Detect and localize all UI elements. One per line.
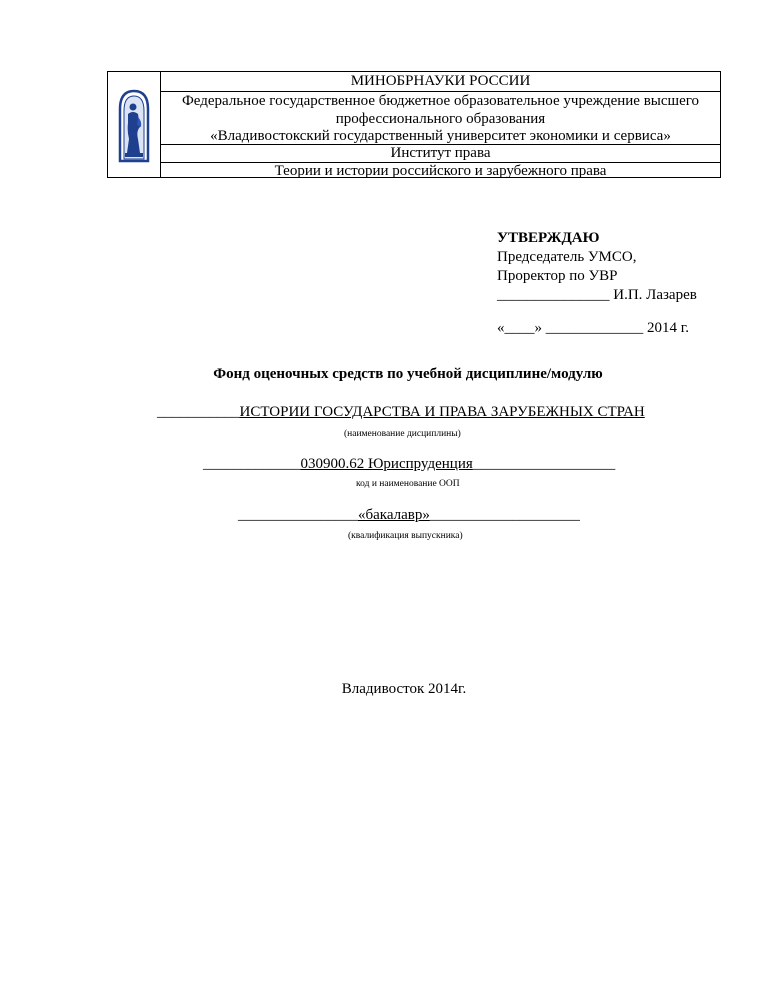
discipline-name: ИСТОРИИ ГОСУДАРСТВА И ПРАВА ЗАРУБЕЖНЫХ СТРАН (239, 404, 645, 420)
department-row (161, 163, 720, 179)
program-line (203, 456, 615, 473)
institution-line-2: профессионального образования (335, 110, 546, 127)
qualification-line (238, 507, 580, 524)
approval-position-2: Проректор по УВР (497, 268, 618, 284)
program-name: 030900.62 Юриспруденция (300, 456, 473, 472)
university-emblem-icon (116, 87, 152, 163)
approval-position-1: Председатель УМСО, (497, 249, 637, 265)
institution-line-1: Федеральное государственное бюджетное образовательное учреждение высшего (181, 93, 700, 109)
department-name: Теории и истории российского и зарубежного права (274, 163, 607, 179)
qualification-suffix: ____________________ (429, 507, 580, 523)
program-caption: код и наименование ООП (356, 479, 460, 489)
qualification-prefix: ________________ (238, 507, 358, 523)
ministry-name: МИНОБРНАУКИ РОССИИ (350, 73, 531, 89)
city-year: Владивосток 2014г. (341, 681, 467, 697)
approval-title: УТВЕРЖДАЮ (497, 230, 600, 246)
program-suffix: ___________________ (472, 456, 616, 472)
institution-line-3: «Владивостокский государственный университет экономики и сервиса» (210, 128, 671, 144)
program-prefix: _____________ (203, 456, 301, 472)
discipline-line (157, 404, 645, 421)
qualification-caption: (квалификация выпускника) (348, 531, 463, 541)
qualification-name: «бакалавр» (358, 507, 430, 523)
document-title: Фонд оценочных средств по учебной дисциплине/модулю (213, 366, 603, 382)
logo-cell (108, 72, 161, 177)
discipline-prefix: ___________ (157, 404, 240, 420)
approval-date-line: «____» _____________ 2014 г. (497, 320, 689, 336)
ministry-row (161, 72, 720, 92)
approval-block (497, 229, 697, 338)
header-rows (161, 72, 720, 177)
institute-row (161, 145, 720, 163)
institution-row (161, 92, 720, 145)
approval-signature-line: _______________ И.П. Лазарев (497, 287, 697, 303)
header-table (107, 71, 721, 178)
discipline-caption: (наименование дисциплины) (344, 429, 461, 439)
institute-name: Институт права (390, 145, 491, 161)
